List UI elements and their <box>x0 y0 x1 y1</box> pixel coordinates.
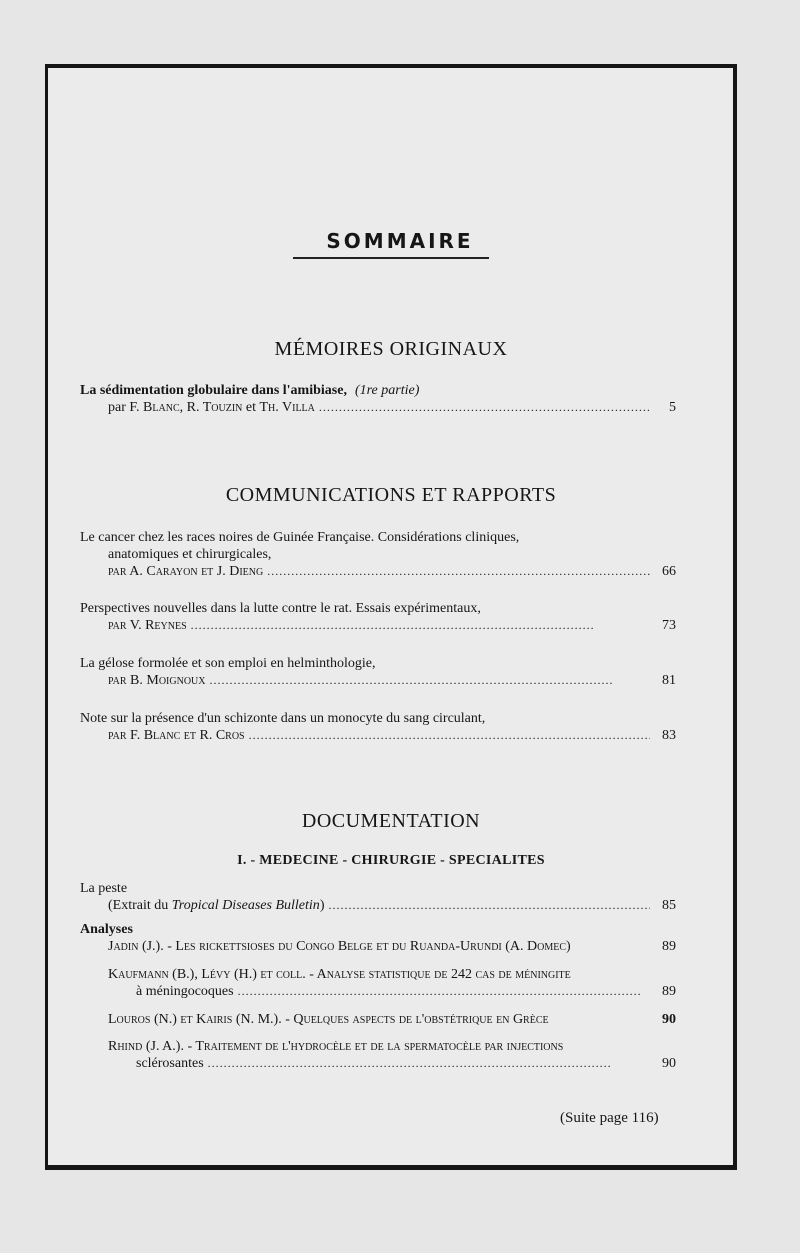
entry-page: 5 <box>669 400 676 415</box>
entry-page: 89 <box>662 984 676 999</box>
entry-extract-source: Tropical Diseases Bulletin <box>171 898 320 913</box>
title-underline <box>293 257 489 259</box>
entry-title: Jadin (J.). - Les rickettsioses du Congo Belge et du Ruanda-Urundi (A. Domec) <box>108 939 571 954</box>
entry-extract-pre: (Extrait du <box>108 898 169 913</box>
entry-title: Perspectives nouvelles dans la lutte contre le rat. Essais expérimentaux, <box>80 601 481 616</box>
section-heading-memoires: MÉMOIRES ORIGINAUX <box>274 338 508 360</box>
toc-entry-peste[interactable] <box>80 880 676 914</box>
entry-title: Le cancer chez les races noires de Guinée Française. Considérations cliniques, <box>80 530 520 545</box>
toc-entry-communication-4[interactable] <box>80 710 676 744</box>
entry-title: Note sur la présence d'un schizonte dans un monocyte du sang circulant, <box>80 711 486 726</box>
entry-note: (1re partie) <box>354 383 420 398</box>
entry-byline: par F. Blanc et R. Cros <box>108 728 245 743</box>
toc-entry-memoire-1[interactable] <box>80 382 676 416</box>
entry-title-cont: sclérosantes <box>136 1056 204 1071</box>
entry-title: La gélose formolée et son emploi en helminthologie, <box>80 656 376 671</box>
toc-entry-analyse-1[interactable] <box>80 938 676 955</box>
dot-leader <box>238 983 650 1000</box>
section-heading-documentation: DOCUMENTATION <box>301 810 481 832</box>
entry-page: 81 <box>662 673 676 688</box>
entry-page: 66 <box>662 564 676 579</box>
entry-byline: par A. Carayon et J. Dieng <box>108 564 264 579</box>
entry-title-cont: anatomiques et chirurgicales, <box>108 547 272 562</box>
entry-extract-post: ) <box>319 898 325 913</box>
continued-note: (Suite page 116) <box>560 1110 659 1126</box>
dot-leader <box>249 727 650 744</box>
dot-leader <box>267 563 650 580</box>
entry-title: Louros (N.) et Kairis (N. M.). - Quelques aspects de l'obstétrique en Grèce <box>108 1012 549 1027</box>
dot-leader <box>191 617 650 634</box>
entry-title: Rhind (J. A.). - Traitement de l'hydrocèle et de la spermatocèle par injections <box>108 1039 564 1054</box>
entry-page: 90 <box>662 1056 676 1071</box>
entry-title: La sédimentation globulaire dans l'amibiase, <box>80 383 347 398</box>
dot-leader <box>319 399 650 416</box>
entry-byline: par B. Moignoux <box>108 673 206 688</box>
entry-page: 83 <box>662 728 676 743</box>
page-title: SOMMAIRE <box>326 229 474 253</box>
entry-author-1: F. Blanc <box>129 400 180 415</box>
entry-par: par <box>108 400 126 415</box>
toc-entry-analyse-3[interactable] <box>80 1011 676 1028</box>
dot-leader <box>208 1055 650 1072</box>
entry-title: Kaufmann (B.), Lévy (H.) et coll. - Analyse statistique de 242 cas de méningite <box>108 967 571 982</box>
toc-entry-analyse-2[interactable] <box>80 966 676 1000</box>
entry-author-3: Th. Villa <box>259 400 315 415</box>
entry-byline: par V. Reynes <box>108 618 187 633</box>
toc-entry-communication-1[interactable] <box>80 529 676 580</box>
toc-entry-communication-2[interactable] <box>80 600 676 634</box>
dot-leader <box>209 672 650 689</box>
toc-entry-communication-3[interactable] <box>80 655 676 689</box>
entry-page: 73 <box>662 618 676 633</box>
section-heading-communications: COMMUNICATIONS ET RAPPORTS <box>225 484 557 506</box>
entry-author-sep: , <box>179 400 184 415</box>
entry-author-2: R. Touzin <box>186 400 243 415</box>
dot-leader <box>328 897 650 914</box>
analyses-label: Analyses <box>80 922 133 937</box>
entry-page: 90 <box>662 1012 676 1027</box>
entry-author-sep: et <box>245 400 256 415</box>
subsection-heading: I. - MEDECINE - CHIRURGIE - SPECIALITES <box>237 853 545 868</box>
entry-page: 89 <box>662 939 676 954</box>
toc-entry-analyse-4[interactable] <box>80 1038 676 1072</box>
entry-title: La peste <box>80 881 128 896</box>
entry-page: 85 <box>662 898 676 913</box>
entry-title-cont: à méningocoques <box>136 984 234 999</box>
